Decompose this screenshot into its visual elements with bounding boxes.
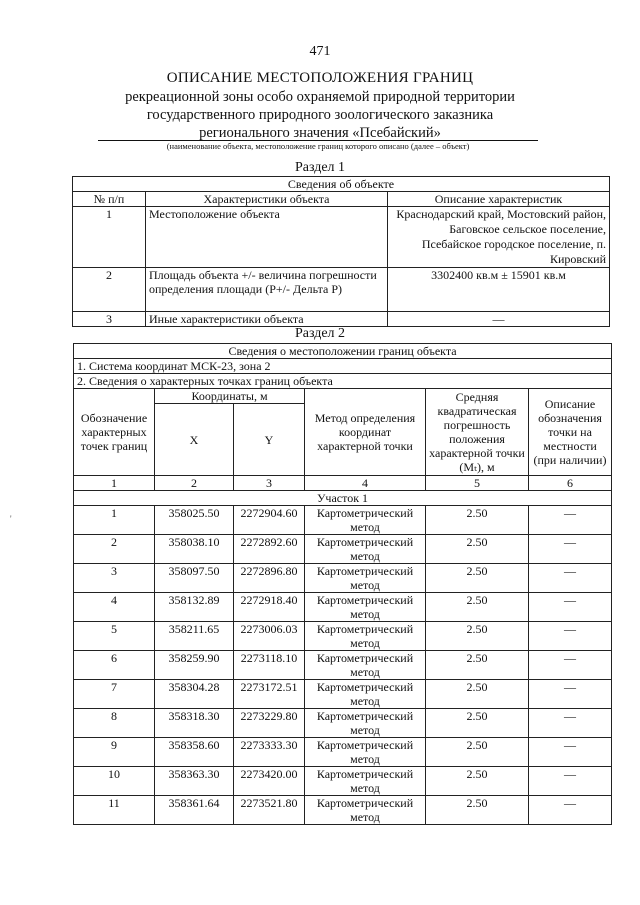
object-info-table bbox=[72, 176, 610, 327]
method: Картометрический метод bbox=[305, 680, 426, 709]
row-number: 3 bbox=[73, 312, 146, 327]
margin-mark: ' bbox=[10, 514, 12, 524]
point-description: — bbox=[529, 564, 612, 593]
object-info-title: Сведения об объекте bbox=[73, 177, 610, 192]
accuracy: 2.50 bbox=[426, 680, 529, 709]
column-number: 1 bbox=[74, 476, 155, 491]
boundary-points-table bbox=[73, 343, 612, 825]
table-row bbox=[74, 767, 612, 796]
table-row bbox=[74, 535, 612, 564]
coord-system: 1. Система координат МСК-23, зона 2 bbox=[74, 359, 612, 374]
accuracy: 2.50 bbox=[426, 506, 529, 535]
point-number: 4 bbox=[74, 593, 155, 622]
table-row bbox=[74, 564, 612, 593]
point-number: 7 bbox=[74, 680, 155, 709]
table-row bbox=[73, 312, 610, 327]
coord-x: 358097.50 bbox=[155, 564, 234, 593]
point-number: 8 bbox=[74, 709, 155, 738]
accuracy: 2.50 bbox=[426, 796, 529, 825]
accuracy: 2.50 bbox=[426, 564, 529, 593]
header-point: Обозначение характерных точек границ bbox=[74, 389, 155, 476]
point-description: — bbox=[529, 535, 612, 564]
coord-x: 358361.64 bbox=[155, 796, 234, 825]
header-y: Y bbox=[234, 404, 305, 476]
point-description: — bbox=[529, 680, 612, 709]
method: Картометрический метод bbox=[305, 767, 426, 796]
coord-x: 358304.28 bbox=[155, 680, 234, 709]
subtitle-line-1: рекреационной зоны особо охраняемой природной территории bbox=[125, 89, 515, 105]
coord-y: 2273333.30 bbox=[234, 738, 305, 767]
point-number: 1 bbox=[74, 506, 155, 535]
column-number: 4 bbox=[305, 476, 426, 491]
point-description: — bbox=[529, 593, 612, 622]
plot-label: Участок 1 bbox=[74, 491, 612, 506]
table-row bbox=[73, 268, 610, 312]
method: Картометрический метод bbox=[305, 564, 426, 593]
coord-y: 2273420.00 bbox=[234, 767, 305, 796]
point-description: — bbox=[529, 796, 612, 825]
boundary-table-title: Сведения о местоположении границ объекта bbox=[74, 344, 612, 359]
accuracy: 2.50 bbox=[426, 593, 529, 622]
point-description: — bbox=[529, 651, 612, 680]
point-description: — bbox=[529, 767, 612, 796]
row-description: Краснодарский край, Мостовский район, Баговское сельское поселение, Псебайское городское поселение, п. Кировский bbox=[388, 207, 610, 268]
coord-x: 358132.89 bbox=[155, 593, 234, 622]
coord-y: 2273172.51 bbox=[234, 680, 305, 709]
point-description: — bbox=[529, 506, 612, 535]
document-title: ОПИСАНИЕ МЕСТОПОЛОЖЕНИЯ ГРАНИЦ bbox=[166, 70, 474, 86]
column-number: 6 bbox=[529, 476, 612, 491]
coord-y: 2272904.60 bbox=[234, 506, 305, 535]
coord-system-row bbox=[74, 359, 612, 374]
table-title-row bbox=[73, 177, 610, 192]
header-method: Метод определения координат характерной точки bbox=[305, 389, 426, 476]
points-title-row bbox=[74, 374, 612, 389]
coord-y: 2272918.40 bbox=[234, 593, 305, 622]
method: Картометрический метод bbox=[305, 593, 426, 622]
table-row bbox=[74, 709, 612, 738]
coord-x: 358211.65 bbox=[155, 622, 234, 651]
accuracy: 2.50 bbox=[426, 651, 529, 680]
row-number: 2 bbox=[73, 268, 146, 312]
coord-x: 358259.90 bbox=[155, 651, 234, 680]
coord-y: 2272892.60 bbox=[234, 535, 305, 564]
section-1-title: Раздел 1 bbox=[294, 160, 346, 175]
row-number: 1 bbox=[73, 207, 146, 268]
point-number: 9 bbox=[74, 738, 155, 767]
header-coords: Координаты, м bbox=[155, 389, 305, 404]
table-row bbox=[73, 207, 610, 268]
column-number: 3 bbox=[234, 476, 305, 491]
points-title: 2. Сведения о характерных точках границ объекта bbox=[74, 374, 612, 389]
page-number: 471 bbox=[309, 44, 331, 59]
table-header-row bbox=[74, 389, 612, 404]
coord-x: 358318.30 bbox=[155, 709, 234, 738]
accuracy: 2.50 bbox=[426, 709, 529, 738]
coord-x: 358363.30 bbox=[155, 767, 234, 796]
subtitle-line-2: государственного природного зоологического заказника bbox=[146, 107, 494, 123]
method: Картометрический метод bbox=[305, 535, 426, 564]
row-description: — bbox=[388, 312, 610, 327]
header-characteristic: Характеристики объекта bbox=[146, 192, 388, 207]
coord-y: 2273229.80 bbox=[234, 709, 305, 738]
coord-y: 2273521.80 bbox=[234, 796, 305, 825]
table-row bbox=[74, 593, 612, 622]
coord-y: 2272896.80 bbox=[234, 564, 305, 593]
method: Картометрический метод bbox=[305, 709, 426, 738]
accuracy: 2.50 bbox=[426, 535, 529, 564]
point-description: — bbox=[529, 622, 612, 651]
table-row bbox=[74, 622, 612, 651]
coord-x: 358358.60 bbox=[155, 738, 234, 767]
coord-y: 2273118.10 bbox=[234, 651, 305, 680]
method: Картометрический метод bbox=[305, 622, 426, 651]
method: Картометрический метод bbox=[305, 506, 426, 535]
point-number: 6 bbox=[74, 651, 155, 680]
method: Картометрический метод bbox=[305, 651, 426, 680]
table-row bbox=[74, 796, 612, 825]
point-number: 11 bbox=[74, 796, 155, 825]
column-number-row bbox=[74, 476, 612, 491]
column-number: 5 bbox=[426, 476, 529, 491]
header-x: X bbox=[155, 404, 234, 476]
point-description: — bbox=[529, 738, 612, 767]
point-number: 5 bbox=[74, 622, 155, 651]
row-characteristic: Площадь объекта +/- величина погрешности определения площади (Р+/- Дельта Р) bbox=[146, 268, 388, 312]
header-description: Описание обозначения точки на местности (при наличии) bbox=[529, 389, 612, 476]
accuracy: 2.50 bbox=[426, 622, 529, 651]
accuracy: 2.50 bbox=[426, 767, 529, 796]
header-description: Описание характеристик bbox=[388, 192, 610, 207]
section-2-title: Раздел 2 bbox=[294, 326, 346, 341]
coord-x: 358025.50 bbox=[155, 506, 234, 535]
row-characteristic: Местоположение объекта bbox=[146, 207, 388, 268]
table-row bbox=[74, 738, 612, 767]
object-caption: (наименование объекта, местоположение границ которого описано (далее – объект) bbox=[166, 141, 470, 151]
table-header-row bbox=[73, 192, 610, 207]
method: Картометрический метод bbox=[305, 796, 426, 825]
table-title-row bbox=[74, 344, 612, 359]
table-row bbox=[74, 651, 612, 680]
point-number: 3 bbox=[74, 564, 155, 593]
row-characteristic: Иные характеристики объекта bbox=[146, 312, 388, 327]
method: Картометрический метод bbox=[305, 738, 426, 767]
header-number: № п/п bbox=[73, 192, 146, 207]
plot-row bbox=[74, 491, 612, 506]
coord-x: 358038.10 bbox=[155, 535, 234, 564]
table-row bbox=[74, 506, 612, 535]
point-number: 10 bbox=[74, 767, 155, 796]
point-description: — bbox=[529, 709, 612, 738]
document-subtitle bbox=[70, 88, 570, 142]
subtitle-line-3: регионального значения «Псебайский» bbox=[199, 125, 441, 141]
header-accuracy: Средняя квадратическая погрешность положения характерной точки (Mₜ), м bbox=[426, 389, 529, 476]
row-description: 3302400 кв.м ± 15901 кв.м bbox=[388, 268, 610, 312]
table-row bbox=[74, 680, 612, 709]
points-body bbox=[74, 506, 612, 825]
accuracy: 2.50 bbox=[426, 738, 529, 767]
point-number: 2 bbox=[74, 535, 155, 564]
coord-y: 2273006.03 bbox=[234, 622, 305, 651]
column-number: 2 bbox=[155, 476, 234, 491]
